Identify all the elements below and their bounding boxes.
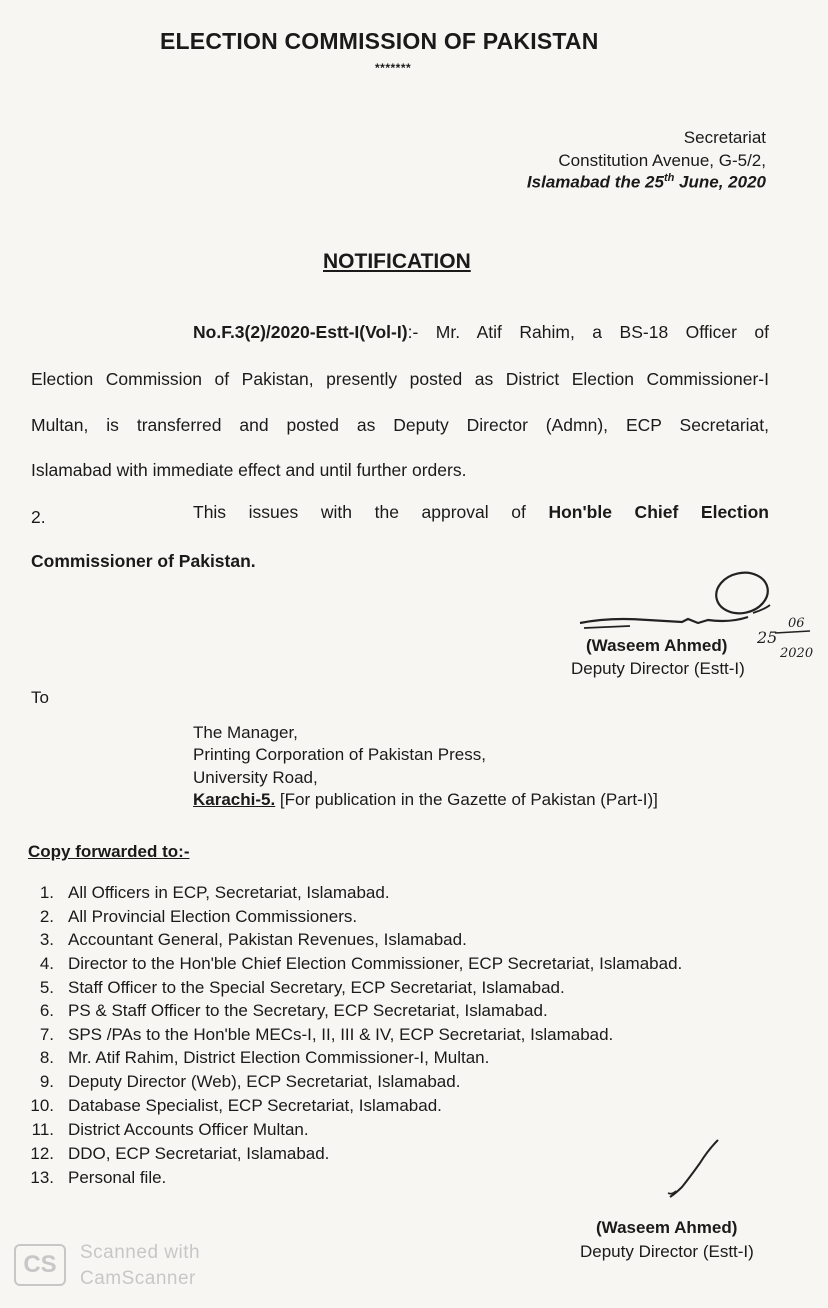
document-heading: ELECTION COMMISSION OF PAKISTAN	[160, 28, 599, 54]
para2-line-2: Commissioner of Pakistan.	[31, 551, 256, 571]
list-item-number: 9.	[39, 1072, 54, 1091]
list-item-text: Personal file.	[68, 1168, 167, 1187]
signatory-designation-2: Deputy Director (Estt-I)	[580, 1242, 754, 1261]
list-item-number: 2.	[39, 907, 54, 926]
to-line-2: Printing Corporation of Pakistan Press,	[193, 745, 486, 764]
watermark-line-1: Scanned with	[80, 1242, 201, 1263]
list-item-number: 11.	[31, 1120, 54, 1139]
notification-title: NOTIFICATION	[323, 250, 471, 273]
list-item-text: Accountant General, Pakistan Revenues, Islamabad.	[68, 930, 467, 949]
date-sup: th	[663, 172, 675, 184]
copy-forwarded-label: Copy forwarded to:-	[28, 842, 190, 861]
list-item-text: Director to the Hon'ble Chief Election Commissioner, ECP Secretariat, Islamabad.	[68, 954, 683, 973]
list-item-text: SPS /PAs to the Hon'ble MECs-I, II, III & IV, ECP Secretariat, Islamabad.	[68, 1025, 614, 1044]
to-line-1: The Manager,	[193, 723, 298, 742]
list-item-number: 6.	[39, 1001, 54, 1020]
signatory-designation-1: Deputy Director (Estt-I)	[571, 659, 745, 678]
to-line-4	[193, 790, 658, 810]
list-item-text: DDO, ECP Secretariat, Islamabad.	[68, 1144, 330, 1163]
to-note: [For publication in the Gazette of Pakistan (Part-I)]	[275, 790, 658, 809]
list-item-text: All Officers in ECP, Secretariat, Islamabad.	[68, 883, 390, 902]
list-item-text: All Provincial Election Commissioners.	[68, 907, 358, 926]
para1-line1-rest: :- Mr. Atif Rahim, a BS-18 Officer of	[407, 322, 769, 342]
para2-text: This issues with the approval of	[193, 502, 526, 522]
para2-line-1	[193, 502, 769, 523]
list-item-text: Deputy Director (Web), ECP Secretariat, Islamabad.	[68, 1072, 461, 1091]
handwritten-date-month: 06	[788, 616, 805, 631]
handwritten-date-year: 2020	[780, 646, 814, 661]
list-item-number: 13.	[30, 1168, 54, 1187]
watermark-line-2: CamScanner	[80, 1268, 196, 1289]
handwritten-initial-icon	[660, 1135, 730, 1205]
para1-line-4: Islamabad with immediate effect and until further orders.	[31, 460, 467, 480]
list-item-number: 7.	[39, 1025, 54, 1044]
para1-line-1	[193, 322, 769, 343]
list-item-number: 3.	[39, 930, 54, 949]
to-label: To	[31, 688, 49, 707]
heading-stars: *******	[375, 61, 412, 75]
signatory-name-1: (Waseem Ahmed)	[586, 636, 728, 655]
list-item-text: Mr. Atif Rahim, District Election Commissioner-I, Multan.	[68, 1048, 490, 1067]
para1-line-2: Election Commission of Pakistan, presently posted as District Election Commissioner-I	[31, 369, 769, 389]
list-item-number: 4.	[39, 954, 54, 973]
list-item-number: 5.	[39, 978, 54, 997]
address-line-1: Secretariat	[683, 128, 766, 147]
para1-line-3: Multan, is transferred and posted as Deputy Director (Admn), ECP Secretariat,	[31, 415, 769, 435]
list-item-number: 1.	[39, 883, 54, 902]
handwritten-date-day: 25	[757, 628, 778, 647]
list-item-number: 10.	[30, 1096, 54, 1115]
para2-bold-text: Hon'ble Chief Election	[548, 502, 769, 522]
date-suffix: June, 2020	[674, 172, 766, 192]
reference-number: No.F.3(2)/2020-Estt-I(Vol-I)	[193, 322, 408, 342]
to-line-3: University Road,	[193, 768, 318, 787]
list-item-text: PS & Staff Officer to the Secretary, ECP Secretariat, Islamabad.	[68, 1001, 548, 1020]
list-item-text: Staff Officer to the Special Secretary, ECP Secretariat, Islamabad.	[68, 978, 565, 997]
date-prefix: Islamabad the 25	[526, 172, 664, 192]
list-item-text: Database Specialist, ECP Secretariat, Islamabad.	[68, 1096, 442, 1115]
to-city: Karachi-5.	[193, 790, 276, 809]
para2-number: 2.	[31, 507, 46, 527]
list-item-text: District Accounts Officer Multan.	[68, 1120, 309, 1139]
address-date	[527, 172, 766, 193]
signatory-name-2: (Waseem Ahmed)	[596, 1218, 738, 1237]
list-item-number: 12.	[30, 1144, 54, 1163]
address-line-2: Constitution Avenue, G-5/2,	[558, 151, 766, 170]
list-item-number: 8.	[39, 1048, 54, 1067]
camscanner-logo: CS	[14, 1244, 66, 1286]
